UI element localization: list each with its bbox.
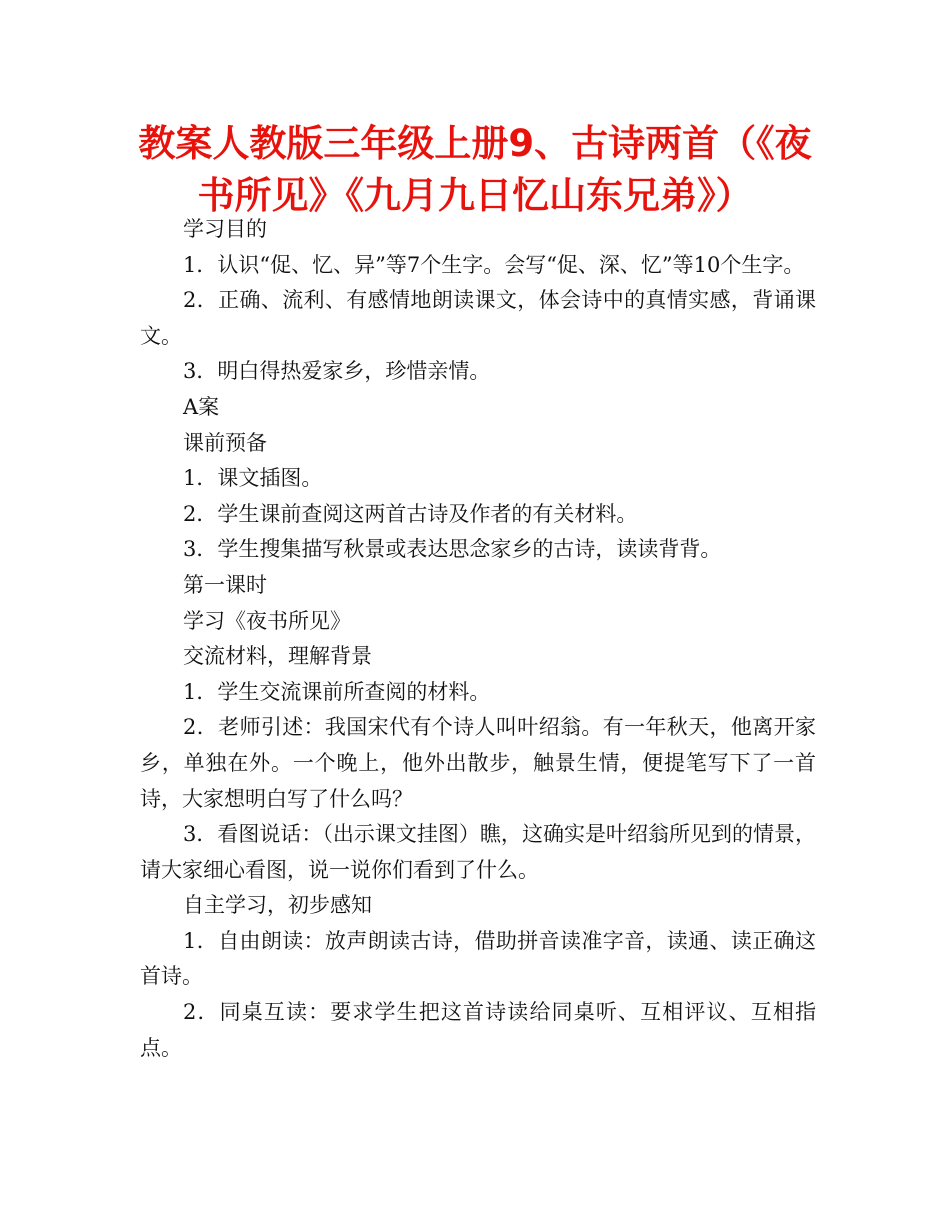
paragraph: 1．课文插图。 [183,466,323,491]
paragraph: 3．看图说话：（出示课文挂图）瞧，这确实是叶绍翁所见到的情景，请大家细心看图，说一说你们看到了什么。 [140,822,816,882]
paragraph: 2．老师引述：我国宋代有个诗人叫叶绍翁。有一年秋天，他离开家乡，单独在外。一个晚上，他外出散步，触景生情，便提笔写下了一首诗，大家想明白写了什么吗？ [140,715,816,811]
document-body [140,212,816,1066]
paragraph: 1．认识“促、忆、异”等7个生字。会写“促、深、忆”等10个生字。 [183,252,805,277]
paragraph: 学习目的 [183,217,267,241]
paragraph: 1．学生交流课前所查阅的材料。 [183,679,491,704]
paragraph: 2．同桌互读：要求学生把这首诗读给同桌听、互相评议、互相指点。 [140,1000,816,1060]
paragraph: 2．正确、流利、有感情地朗读课文，体会诗中的真情实感，背诵课文。 [140,288,816,348]
document-title: 教案人教版三年级上册9、古诗两首（《夜书所见》《九月九日忆山东兄弟》） [138,122,812,217]
paragraph: 学习《夜书所见》 [183,608,351,633]
paragraph: 第一课时 [183,572,267,597]
paragraph: 3．明白得热爱家乡，珍惜亲情。 [183,359,491,384]
paragraph: A案 [183,394,220,419]
paragraph: 交流材料，理解背景 [183,644,372,669]
paragraph: 3．学生搜集描写秋景或表达思念家乡的古诗，读读背背。 [183,537,722,562]
paragraph: 自主学习，初步感知 [183,893,372,918]
paragraph: 2．学生课前查阅这两首古诗及作者的有关材料。 [183,501,638,526]
paragraph: 课前预备 [183,430,267,455]
paragraph: 1．自由朗读：放声朗读古诗，借助拼音读准字音，读通、读正确这首诗。 [140,928,816,989]
